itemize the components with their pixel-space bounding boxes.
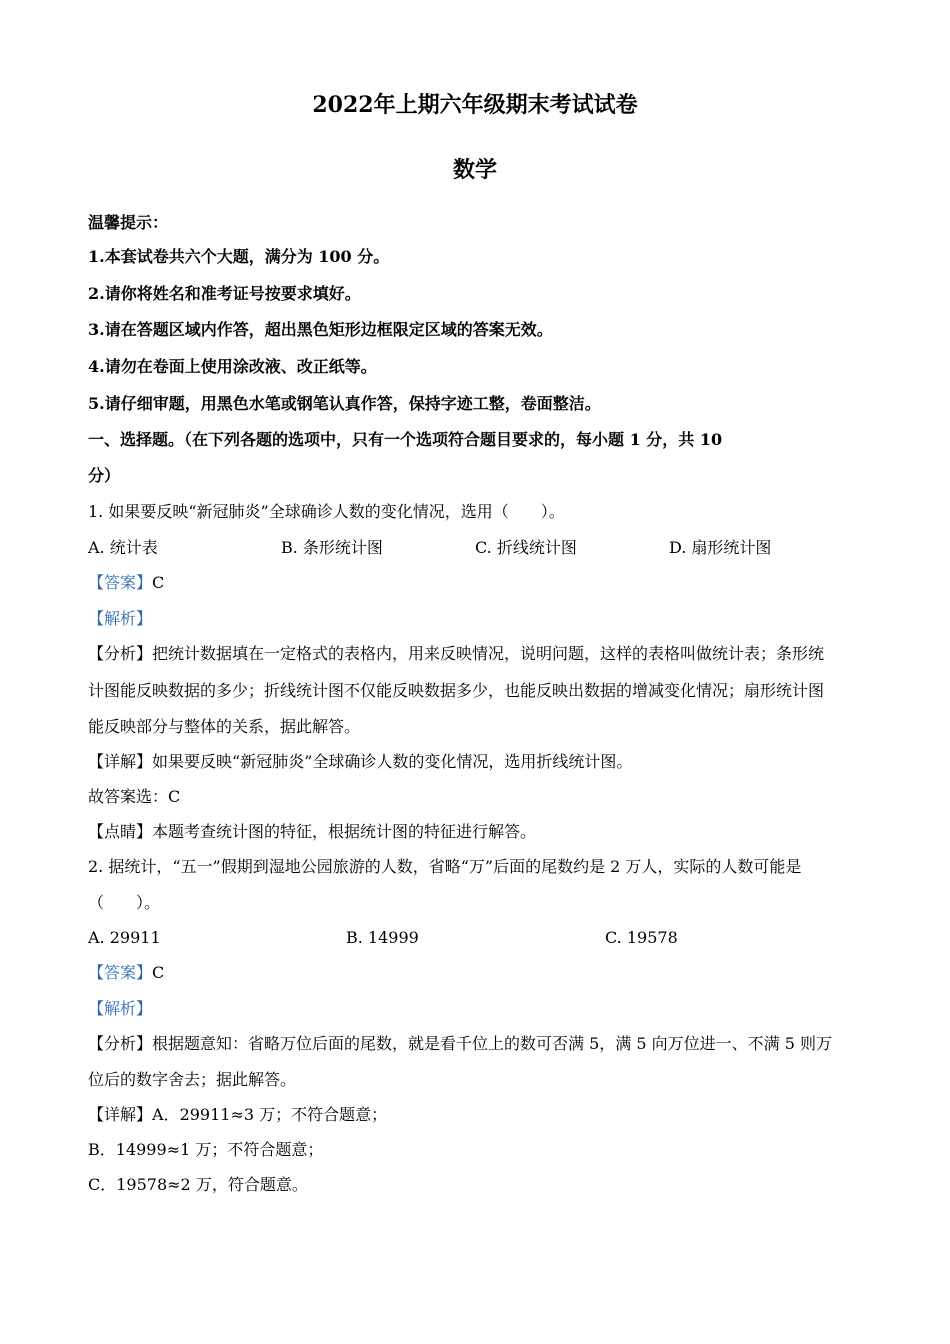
tip-item: 1.本套试卷共六个大题，满分为 100 分。 [88,247,390,266]
q1-conclusion: 故答案选：C [88,787,181,806]
q1-stem: 1. 如果要反映“新冠肺炎”全球确诊人数的变化情况，选用（ ）。 [88,502,565,521]
answer-value: C [152,573,165,592]
q1-fenxi-line: 计图能反映数据的多少；折线统计图不仅能反映数据多少，也能反映出数据的增减变化情况；扇形统计图 [88,681,825,700]
q1-option-d: D. 扇形统计图 [669,538,772,557]
page-title: 2022年上期六年级期末考试试卷 [312,92,638,118]
q1-option-c: C. 折线统计图 [475,538,577,557]
q1-fenxi [88,644,824,664]
fenxi-text: 根据题意知：省略万位后面的尾数，就是看千位上的数可否满 5，满 5 向万位进一、不满 5 则万 [152,1034,832,1053]
dianjing-tag: 【点睛】 [88,822,153,841]
fenxi-tag: 【分析】 [88,1034,153,1053]
section-heading: 一、选择题。（在下列各题的选项中，只有一个选项符合题目要求的，每小题 1 分，共 10 [88,430,723,449]
q1-xiangjie [88,752,632,772]
q1-answer [88,573,164,593]
tip-item: 4.请勿在卷面上使用涂改液、改正纸等。 [88,357,377,376]
q2-option-b: B. 14999 [346,928,419,947]
q1-option-b: B. 条形统计图 [281,538,383,557]
answer-value: C [152,963,165,982]
q2-answer [88,963,164,983]
fenxi-text: 把统计数据填在一定格式的表格内，用来反映情况，说明问题，这样的表格叫做统计表；条形统 [152,644,825,663]
section-heading-cont: 分） [88,466,121,485]
xiangjie-tag: 【详解】 [88,1105,153,1124]
q2-stem-cont: （ ）。 [88,893,161,912]
tip-item: 3.请在答题区域内作答，超出黑色矩形边框限定区域的答案无效。 [88,320,553,339]
xiangjie-tag: 【详解】 [88,752,153,771]
q2-xiangjie-line: B．14999≈1 万；不符合题意； [88,1140,324,1159]
q2-fenxi [88,1034,832,1054]
answer-tag: 【答案】 [88,963,153,982]
q2-option-c: C. 19578 [605,928,678,947]
q1-fenxi-line: 能反映部分与整体的关系，据此解答。 [88,717,361,736]
tip-item: 5.请仔细审题，用黑色水笔或钢笔认真作答，保持字迹工整，卷面整洁。 [88,394,601,413]
q2-fenxi-line: 位后的数字舍去；据此解答。 [88,1070,297,1089]
q2-analysis-tag: 【解析】 [88,999,153,1018]
q2-xiangjie-line: C．19578≈2 万，符合题意。 [88,1175,308,1194]
tips-heading: 温馨提示： [88,213,169,232]
q2-stem: 2. 据统计，“五一”假期到湿地公园旅游的人数，省略“万”后面的尾数约是 2 万人，实际的人数可能是 [88,857,802,876]
fenxi-tag: 【分析】 [88,644,153,663]
subject-title: 数学 [452,157,497,183]
q1-option-a: A. 统计表 [88,538,158,557]
q1-analysis-tag: 【解析】 [88,609,153,628]
tip-item: 2.请你将姓名和准考证号按要求填好。 [88,284,361,303]
q2-option-a: A. 29911 [88,928,161,947]
q1-dianjing [88,822,536,842]
xiangjie-text: 如果要反映“新冠肺炎”全球确诊人数的变化情况，选用折线统计图。 [152,752,633,771]
q2-xiangjie [88,1105,387,1125]
dianjing-text: 本题考查统计图的特征，根据统计图的特征进行解答。 [152,822,537,841]
answer-tag: 【答案】 [88,573,153,592]
xiangjie-text: A．29911≈3 万；不符合题意； [152,1105,388,1124]
